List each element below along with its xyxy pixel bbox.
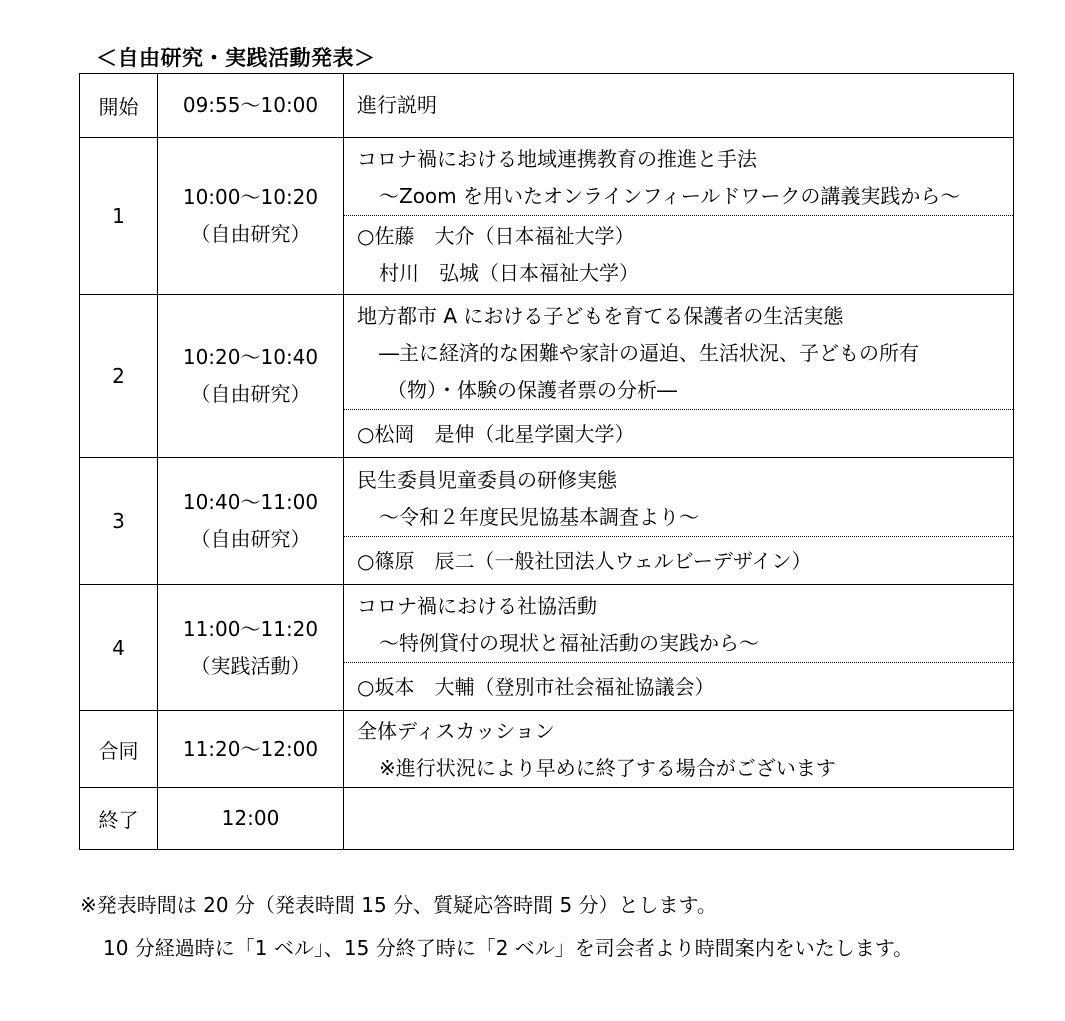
session-type: （実践活動） xyxy=(190,653,311,678)
presenter-block xyxy=(344,215,1013,294)
session-subtitle: （物）・体験の保護者票の分析― xyxy=(387,378,677,402)
session-type: （自由研究） xyxy=(190,527,311,551)
session-title: 民生委員児童委員の研修実態 xyxy=(357,467,617,492)
row-label: 合同 xyxy=(80,711,158,788)
presenter-block xyxy=(344,536,1013,584)
session-type: （自由研究） xyxy=(190,382,311,406)
detail-cell xyxy=(344,458,1014,585)
time-range: 10:00～10:20 xyxy=(182,185,319,209)
detail-cell xyxy=(344,74,1014,138)
time-cell xyxy=(158,74,344,138)
time-range: 09:55～10:00 xyxy=(182,93,319,117)
presenter-name: ○篠原 辰二（一般社団法人ウェルビーデザイン） xyxy=(357,548,812,573)
detail-cell xyxy=(344,711,1014,788)
presenter-block xyxy=(344,409,1013,457)
session-title: コロナ禍における地域連携教育の推進と手法 xyxy=(357,147,757,171)
row-label: 4 xyxy=(80,585,158,711)
time-cell xyxy=(158,138,344,295)
presenter-name: ○佐藤 大介（日本福祉大学） xyxy=(357,224,635,248)
session-type: （自由研究） xyxy=(190,222,311,246)
session-subtitle: ～令和２年度民児協基本調査より～ xyxy=(379,504,699,529)
table-row xyxy=(80,295,1014,458)
time-range: 10:40～11:00 xyxy=(182,490,319,514)
table-row xyxy=(80,458,1014,585)
time-cell xyxy=(158,711,344,788)
row-label: 開始 xyxy=(80,74,158,138)
time-range: 11:20～12:00 xyxy=(182,736,319,761)
presenter-name: ○坂本 大輔（登別市社会福祉協議会） xyxy=(357,675,715,699)
session-title: 地方都市 A における子どもを育てる保護者の生活実態 xyxy=(357,304,844,328)
note-line: 10 分経過時に「1 ベル」、15 分終了時に「2 ベル」を司会者より時間案内をいたします。 xyxy=(103,936,914,960)
session-subtitle: ～Zoom を用いたオンラインフィールドワークの講義実践から～ xyxy=(379,184,961,208)
detail-cell xyxy=(344,295,1014,458)
note-line: ※発表時間は 20 分（発表時間 15 分、質疑応答時間 5 分）とします。 xyxy=(80,893,717,917)
schedule-table xyxy=(79,73,1014,850)
time-range: 11:00～11:20 xyxy=(182,616,319,641)
session-title: 進行説明 xyxy=(357,93,437,117)
detail-cell xyxy=(344,138,1014,295)
time-range: 10:20～10:40 xyxy=(182,345,319,369)
presenter-block xyxy=(344,662,1013,710)
time-cell xyxy=(158,458,344,585)
presenter-name: 村川 弘城（日本福祉大学） xyxy=(379,261,639,285)
detail-cell xyxy=(344,585,1014,711)
row-label: 1 xyxy=(80,138,158,295)
detail-cell xyxy=(344,788,1014,850)
time-range: 12:00 xyxy=(221,806,280,830)
time-cell xyxy=(158,295,344,458)
table-row xyxy=(80,585,1014,711)
row-label: 終了 xyxy=(80,788,158,850)
row-label: 2 xyxy=(80,295,158,458)
time-cell xyxy=(158,585,344,711)
session-subtitle: ―主に経済的な困難や家計の逼迫、生活状況、子どもの所有 xyxy=(379,341,919,365)
row-label: 3 xyxy=(80,458,158,585)
session-title: 全体ディスカッション xyxy=(357,719,555,743)
session-subtitle: ※進行状況により早めに終了する場合がございます xyxy=(379,756,836,780)
table-row xyxy=(80,74,1014,138)
session-title: コロナ禍における社協活動 xyxy=(357,594,597,618)
table-row xyxy=(80,788,1014,850)
section-heading: ＜自由研究・実践活動発表＞ xyxy=(96,46,376,70)
presenter-name: ○松岡 是伸（北星学園大学） xyxy=(357,422,635,446)
table-row xyxy=(80,138,1014,295)
time-cell xyxy=(158,788,344,850)
session-subtitle: ～特例貸付の現状と福祉活動の実践から～ xyxy=(379,631,759,655)
table-row xyxy=(80,711,1014,788)
